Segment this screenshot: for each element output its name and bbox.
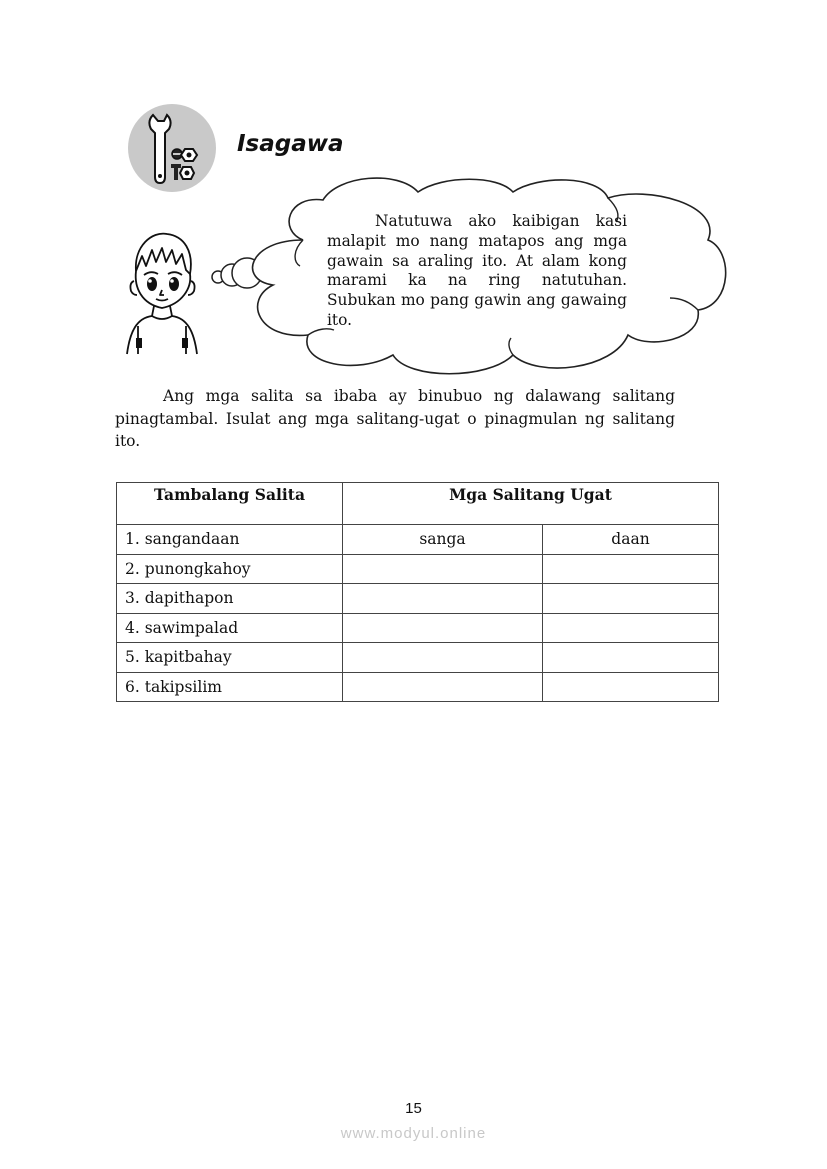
root-word-1-cell[interactable] <box>343 554 543 584</box>
root-word-1-cell[interactable] <box>343 613 543 643</box>
tools-icon <box>127 103 217 193</box>
header-compound-word: Tambalang Salita <box>117 483 343 525</box>
table-row <box>117 672 719 702</box>
header-root-words: Mga Salitang Ugat <box>343 483 719 525</box>
root-word-2-cell[interactable] <box>543 672 719 702</box>
page-number: 15 <box>405 1100 422 1117</box>
boy-icon <box>122 226 202 356</box>
table-row <box>117 613 719 643</box>
table-row <box>117 584 719 614</box>
compound-word-cell: 3. dapithapon <box>117 584 343 614</box>
compound-word-cell: 5. kapitbahay <box>117 643 343 673</box>
root-word-2-cell[interactable] <box>543 643 719 673</box>
compound-word-cell: 2. punongkahoy <box>117 554 343 584</box>
instructions: Ang mga salita sa ibaba ay binubuo ng dalawang salitang pinagtambal. Isulat ang mga salitang-ugat o pinagmulan ng salitang ito. <box>115 387 675 450</box>
compound-word-cell: 4. sawimpalad <box>117 613 343 643</box>
exercise-table <box>116 482 719 702</box>
root-word-1-cell[interactable] <box>343 584 543 614</box>
root-word-2-cell[interactable]: daan <box>543 525 719 555</box>
root-word-1-cell[interactable]: sanga <box>343 525 543 555</box>
table-row <box>117 643 719 673</box>
compound-word-cell: 6. takipsilim <box>117 672 343 702</box>
compound-word-cell: 1. sangandaan <box>117 525 343 555</box>
root-word-1-cell[interactable] <box>343 643 543 673</box>
watermark: www.modyul.online <box>340 1125 487 1142</box>
table-row <box>117 554 719 584</box>
root-word-1-cell[interactable] <box>343 672 543 702</box>
root-word-2-cell[interactable] <box>543 554 719 584</box>
root-word-2-cell[interactable] <box>543 613 719 643</box>
section-title: Isagawa <box>237 131 344 157</box>
table-row <box>117 525 719 555</box>
speech-text: Natutuwa ako kaibigan kasi malapit mo nang matapos ang mga gawain sa araling ito. At alam kong marami ka na ring natutuhan. Subukan mo pang gawin ang gawaing ito. <box>327 212 627 329</box>
root-word-2-cell[interactable] <box>543 584 719 614</box>
table-header-row <box>117 483 719 525</box>
